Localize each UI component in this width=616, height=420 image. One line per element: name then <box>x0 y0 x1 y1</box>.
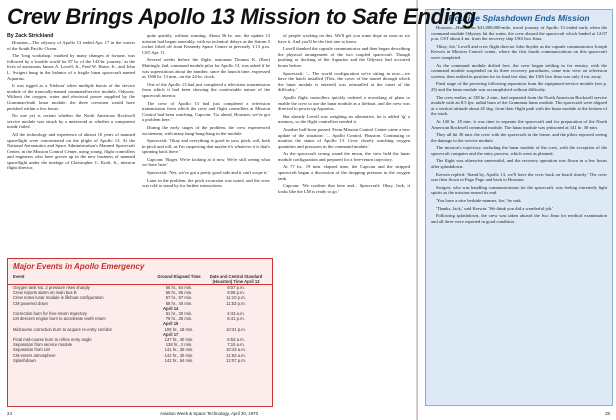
event-description: Crew notes lunar module is lifeboat configuration <box>13 295 104 301</box>
event-description: Separation from LM <box>13 347 50 353</box>
paragraph: Houston—The odyssey of Apollo 13 ended Apr. 17 in the waters of the South Pacific Ocean. <box>7 40 135 51</box>
paragraph: Lovell thanked the capsule communicator and then began describing the physical arrangement of the two coupled spacecraft. Though pushing or docking of the Aquarius and the Odyssey had occurred hours before. <box>278 46 410 68</box>
event-elapsed-time: 61 hr., 30 min. <box>165 311 193 317</box>
paragraph: Final stage of the powering following separation from the equipment-service module (see p. 25) and the lunar module was accomplished without difficulty. <box>431 81 607 92</box>
header-event: Event <box>13 274 25 279</box>
header-date-time: Date and Central Standard (Houston) Time April 13 <box>209 274 263 284</box>
paragraph: Another half-hour passed. From Mission Control Center came a new update of the situation: '... Apollo Control, Houston. Continuing to monitor the status of Apollo 13. Crew closely watching oxygen quantities and pressures in the command module.' <box>278 126 410 149</box>
event-description: Splashdown <box>13 357 36 363</box>
right-page <box>418 0 616 420</box>
event-elapsed-time: 138 hr., 2 min. <box>165 342 193 348</box>
event-elapsed-time: 55 hr., 54 min. <box>165 285 193 290</box>
paragraph: One of the Apollo 13 had just completed a television transmission from which it had been showing the comfortable nature of the spacecraft interior. <box>142 81 270 98</box>
paragraph: Later in the problem, the pitch excursion was noted, and the crew was told to stand by for further instructions. <box>142 177 270 189</box>
paragraph: The crew of Apollo 13 had just completed a television transmission from which the crew and flight controllers at Mission Control had been watching. Capcom: 'Go ahead, Houston, we've got a problem here.' <box>142 100 270 123</box>
paragraph: Spacecraft: '... The world configuration we're sitting in now—we have the hatch installed (This, the cover of the tunnel through which the lunar module is entered) was reinstalled at the onset of the difficulty.' <box>278 70 410 93</box>
event-date: April 15 <box>163 321 179 327</box>
paragraph: No one yet is certain whether the North American Rockwell service module was struck by a meteoroid or whether a component inside failed. <box>7 113 135 130</box>
event-clock-time: 9:08 p.m. <box>227 290 245 296</box>
event-description: Final mid-course burn to refine entry angle <box>13 337 92 343</box>
event-date: April 14 <box>163 305 179 311</box>
publication-footer: Aviation Week & Space Technology, April 20, 1970 <box>160 411 259 416</box>
events-table-row <box>8 358 272 363</box>
paragraph: quite quickly, without warning. About 56 hr. out, the update 13 mission had begun smoothly, with no technical delays as the Saturn 5 rocket lifted off from Kennedy Space Center at precisely 1:13 p.m. CST Apr. 11. <box>142 33 270 55</box>
paragraph: But already Lovell was weighing an alternative, he is added 'ig' a memory, so the flight controllers needed it. <box>278 113 410 125</box>
article-headline: Crew Brings Apollo 13 Mission to Safe Ending <box>7 4 476 29</box>
event-clock-time: 11:53 p.m. <box>226 300 246 306</box>
event-clock-time: 6:53 a.m. <box>227 337 245 343</box>
paragraph: At 140 hr. 18 min. it was time to separate the spacecraft and for preparation of the North American Rockwell command module. The lunar module was jettisoned at 141 hr. 30 min. <box>431 118 607 130</box>
byline: By Zack Strickland <box>7 33 54 39</box>
paragraph: All the technology and experience of almost 10 years of manned spaceflight were concentrated on the plight of Apollo 13. At the National Aeronautics and Space Administration's Manned Spacecraft Center, in the Mission Control Center, using young, flight controllers and engineers who have grown up in the new business of manned spaceflight under the tutelage of Christopher C. Kraft, Jr., mission flight director. <box>7 131 135 171</box>
paragraph: They all hit 30 min. the crew with the spacecraft in the frame, and the pilots reported seeing the damage to the service module. <box>431 132 607 143</box>
paragraph: At 77 hr., 19 min. elapsed time, the Capcom and the stripped spacecraft began a discussion of the dropping pressure in the oxygen tank. <box>278 164 410 181</box>
major-events-table <box>7 258 273 407</box>
event-elapsed-time: 141 hr., 30 min. <box>164 347 194 353</box>
event-elapsed-time: 55 hr., 55 min. <box>165 290 193 296</box>
paragraph: of people working on this. We'll get you some dope as soon as we have it. And you'll be the first one to know. <box>278 33 410 44</box>
event-description: Midcourse correction burn to acquire re-entry corridor <box>13 326 112 332</box>
event-description: Oxygen tank No. 2 pressure rises sharply <box>13 285 90 290</box>
paragraph: Capcom: 'Roger. We're looking at it now. We're still seeing what we have here.' <box>142 156 270 168</box>
event-elapsed-time: 79 hr., 28 min. <box>165 316 193 322</box>
event-clock-time: 7:15 a.m. <box>227 342 245 348</box>
event-clock-time: 8:41 p.m. <box>227 316 245 322</box>
paragraph: As the command module drifted free, the crew began settling in for reentry, with the command module suspended on its three recovery parachutes, came into view on television screens, then settled in position for its final test shot, the USS Iwo Jima was only 4 mi. away. <box>431 62 607 79</box>
paragraph: The 'long workshop,' marked by many changes of fortune, was followed by a 'trouble world for 87 hr. of the 143-hr. journey,' as the lives of astronauts James A. Lovell, Jr., Fred W. Haise, Jr., and John L. Swigert hung in the balance of a fragile lunar spacecraft named Aquarius. <box>7 53 135 81</box>
event-description: LM descent engine burn to accelerate earth return <box>13 316 106 322</box>
paragraph: Several weeks before the flight, astronaut Thomas K. (Ken) Mattingly 2nd, command module pilot for Apollo 13, was asked if he was superstitious about the number, since the launch time, expressed as 1300 hr. 13 min., on the 24-hr. clock. <box>142 57 270 80</box>
paragraph: Spacecraft: 'Okay and everything is good in yaw, pitch, roll, both in pitch and roll, as I'm suspecting that maybe it's whatever it is that's spinning back there.' <box>142 138 270 155</box>
event-elapsed-time: 57 hr., 57 min. <box>165 295 193 301</box>
paragraph: Following splashdown, the crew was taken aboard the Iwo Jima for medical examination and all three were reported in good condition. <box>431 213 607 224</box>
events-table-body <box>8 285 272 363</box>
paragraph: 'Thanks, Jack,' said Kerwin. 'We think you did a wonderful job.' <box>436 205 554 211</box>
event-elapsed-time: 58 hr., 40 min. <box>165 300 193 306</box>
event-description: CM enters atmosphere <box>13 352 56 358</box>
paragraph: Apollo flight controllers quickly ordered a reworking of plans to enable the crew to use the lunar module as a lifeboat, and the crew was directed to power up Aquarius. <box>278 94 410 112</box>
event-clock-time: 2:43 a.m. <box>227 311 245 317</box>
event-description: Correction burn for free-return trajectory <box>13 311 88 317</box>
event-elapsed-time: 142 hr., 40 min. <box>164 352 194 358</box>
paragraph: During the early stages of the problem, the crew experienced excitement, with many bang-bang-bang in the module. <box>142 124 270 136</box>
page-number-right: 25 <box>605 411 610 416</box>
paragraph: Capcom: 'We confirm that here and... Spacecraft: Okay, Jack, it looks like the LM is ready to go.' <box>278 183 410 194</box>
article-column-1 <box>7 40 135 253</box>
event-clock-time: 10:43 a.m. <box>226 347 246 353</box>
event-clock-time: 11:53 a.m. <box>226 352 246 358</box>
event-clock-time: 11:10 p.m. <box>226 295 246 301</box>
event-description: Separation from service module <box>13 342 73 348</box>
event-date: April 17 <box>163 331 179 337</box>
paragraph: Swigert, who was handling communications for the spacecraft, was feeling extremely light spirits as the mission neared its end. <box>431 184 607 196</box>
event-description: CM powered down <box>13 300 48 306</box>
paragraph: The mission's trajectory, including the lunar module of the crew, with the exception of the spacecraft computer and the entry process, which went as planned. <box>431 145 607 156</box>
paragraph: The flight was otherwise uneventful, and the recovery operation was flown in a few hours after splashdown. <box>431 158 607 170</box>
article-column-3 <box>278 33 410 403</box>
event-clock-time: 9:07 p.m. <box>227 285 245 290</box>
paragraph: 'You have a nice bedside manner, Joe,' he said. <box>436 198 522 204</box>
paragraph: As the spacecraft swung round the moon, the crew held the lunar module configuration and prepared for a free-return trajectory. <box>278 151 410 162</box>
paragraph: It was rigged as a 'lifeboat' when multiple bursts of the service module of the ironically-named command/service module, Odyssey. Without the oxygen, water and electrical power supplied by the Grumman-built lunar module, the three crewmen would have perished within a few hours. <box>7 83 135 111</box>
paragraph: Kerwin replied: 'Stand by, Apollo 13, we'll have the crew back on board shortly.' The crew was then flown to Pago Pago and back to Houston. <box>431 171 607 183</box>
events-table-header <box>8 274 272 285</box>
paragraph: 'Okay, Joe,' Lovell and crew flight director John Snyder as the capsule communicator Joseph Kerwin in Mission Control center, where the first fourth communications on this spacecraft were completed. <box>431 43 607 60</box>
events-table-title: Major Events in Apollo Emergency <box>13 262 145 271</box>
sidebar-story-panel <box>425 9 613 406</box>
event-clock-time: 10:31 p.m. <box>226 326 246 332</box>
paragraph: The crew earlier, at 138 hr. 2 min., had separated from the North American Rockwell service module with an 8.5 fps. radial burn of the Grumman lunar module. The spacecraft were aligned at a vertical attitude about 45 deg. from their flight path with the lunar module at the bottom of the stack. <box>431 94 607 117</box>
sidebar-story-text <box>426 25 612 397</box>
event-clock-time: 12:07 p.m. <box>226 357 246 363</box>
header-elapsed-time: Ground Elapsed Time <box>157 274 201 279</box>
paragraph: Spacecraft: 'Yes, we've got a pretty good side and it can't scope it.' <box>147 170 269 176</box>
page-number-left: 24 <box>7 411 12 416</box>
event-elapsed-time: 142 hr., 54 min. <box>164 357 194 363</box>
paragraph: Houston—Hazardous $41,000,000-mile, travel journey of Apollo 13 ended early when the command module Odyssey hit the water, the crew aboard the spacecraft which landed at 12:07 p.m. CST about 4 mi. from the recovery ship USS Iwo Jima. <box>431 25 607 42</box>
event-elapsed-time: 105 hr., 18 min. <box>164 326 194 332</box>
event-description: Crew reports alarm on main bus B <box>13 290 77 296</box>
event-elapsed-time: 137 hr., 40 min. <box>164 337 194 343</box>
sidebar-story-title: Routine Splashdown Ends Mission <box>448 13 590 23</box>
